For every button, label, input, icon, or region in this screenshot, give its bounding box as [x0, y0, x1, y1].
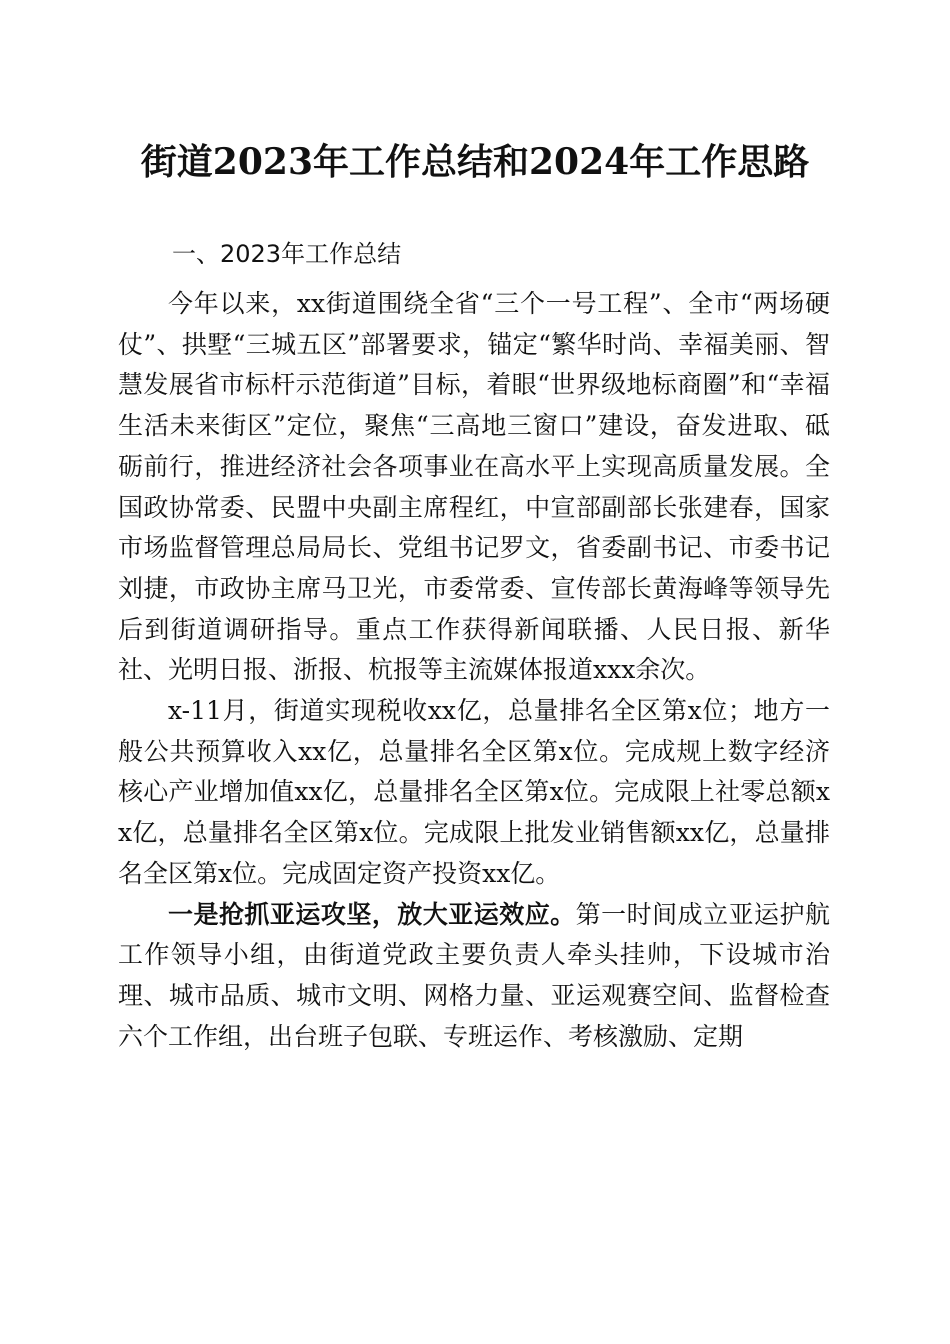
paragraph-statistics: x-11月，街道实现税收xx亿，总量排名全区第x位；地方一般公共预算收入xx亿，总量排名全区第x位。完成规上数字经济核心产业增加值xx亿，总量排名全区第x位。完成限上社零总额xx亿，总量排名全区第x位。完成限上批发业销售额xx亿，总量排名全区第x位。完成固定资产投资xx亿。 [118, 696, 830, 888]
document-body [118, 284, 830, 1057]
paragraph-text: 第一时间成立亚运护航工作领导小组，由街道党政主要负责人牵头挂帅，下设城市治理、城市品质、城市文明、网格力量、亚运观赛空间、监督检查六个工作组，出台班子包联、专班运作、考核激励、定期 [118, 899, 830, 1051]
paragraph-asian-games [118, 895, 830, 1058]
paragraph-lead: 一是抢抓亚运攻坚，放大亚运效应。 [168, 899, 576, 929]
document-title: 街道2023年工作总结和2024年工作思路 [140, 141, 810, 183]
section-heading: 一、2023年工作总结 [172, 240, 402, 268]
paragraph-intro: 今年以来，xx街道围绕全省“三个一号工程”、全市“两场硬仗”、拱墅“三城五区”部署要求，锚定“繁华时尚、幸福美丽、智慧发展省市标杆示范街道”目标，着眼“世界级地标商圈”和“幸福生活未来街区”定位，聚焦“三高地三窗口”建设，奋发进取、砥砺前行，推进经济社会各项事业在高水平上实现高质量发展。全国政协常委、民盟中央副主席程红，中宣部副部长张建春，国家市场监督管理总局局长、党组书记罗文，省委副书记、市委书记刘捷，市政协主席马卫光，市委常委、宣传部长黄海峰等领导先后到街道调研指导。重点工作获得新闻联播、人民日报、新华社、光明日报、浙报、杭报等主流媒体报道xxx余次。 [118, 289, 830, 685]
